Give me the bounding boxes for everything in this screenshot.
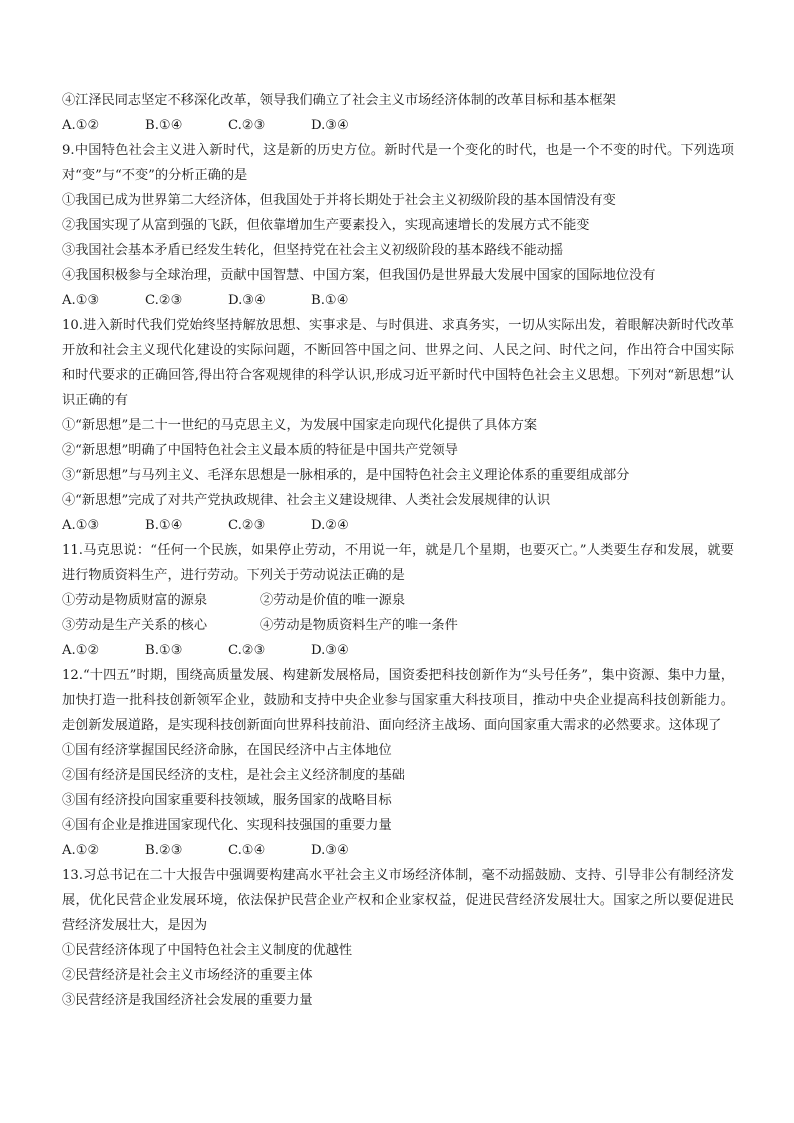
q11-statements-row-1 [62, 588, 734, 613]
q13-statement-2: ②民营经济是社会主义市场经济的重要主体 [62, 968, 313, 983]
q11-options [62, 638, 734, 663]
q9-option-a[interactable]: A.①③ [62, 293, 100, 308]
q10-options [62, 513, 734, 538]
q11-option-c[interactable]: C.②③ [228, 643, 266, 658]
q11-statement-1: ①劳动是物质财富的源泉 [62, 593, 208, 608]
q8-option-c[interactable]: C.②③ [228, 118, 266, 133]
q9-option-b[interactable]: B.①④ [311, 293, 349, 308]
q9-statement-3: ③我国社会基本矛盾已经发生转化，但坚持党在社会主义初级阶段的基本路线不能动摇 [62, 243, 564, 258]
q11-statement-4: ④劳动是物质资料生产的唯一条件 [260, 618, 458, 633]
q11-option-a[interactable]: A.①② [62, 643, 100, 658]
q9-statement-2: ②我国实现了从富到强的飞跃，但依靠增加生产要素投入，实现高速增长的发展方式不能变 [62, 218, 590, 233]
exam-page [62, 88, 734, 1013]
q10-statement-1: ①“新思想”是二十一世纪的马克思主义，为发展中国家走向现代化提供了具体方案 [62, 418, 538, 433]
q12-statement-3: ③国有经济投向国家重要科技领域，服务国家的战略目标 [62, 793, 392, 808]
q8-options [62, 113, 734, 138]
q10-stem: 10.进入新时代我们党始终坚持解放思想、实事求是、与时俱进、求真务实，一切从实际出发，着眼解决新时代改革开放和社会主义现代化建设的实际问题，不断回答中国之问、世界之问、人民之问、时代之问，作出符合中国实际和时代要求的正确回答,得出符合客观规律的科学认识,形成习近平新时代中国特色社会主义思想。下列对“新思想”认识正确的有 [62, 318, 734, 408]
q9-stem: 9.中国特色社会主义进入新时代，这是新的历史方位。新时代是一个变化的时代，也是一个不变的时代。下列选项对“变”与“不变”的分析正确的是 [62, 143, 734, 183]
q11-stem: 11.马克思说：“任何一个民族，如果停止劳动，不用说一年，就是几个星期，也要灭亡。”人类要生存和发展，就要进行物质资料生产，进行劳动。下列关于劳动说法正确的是 [62, 543, 734, 583]
q11-statement-2: ②劳动是价值的唯一源泉 [260, 593, 406, 608]
q12-options [62, 838, 734, 863]
q13-statement-1: ①民营经济体现了中国特色社会主义制度的优越性 [62, 943, 353, 958]
q10-statement-4: ④“新思想”完成了对共产党执政规律、社会主义建设规律、人类社会发展规律的认识 [62, 493, 551, 508]
q10-statement-2: ②“新思想”明确了中国特色社会主义最本质的特征是中国共产党领导 [62, 443, 458, 458]
q12-option-b[interactable]: B.②③ [145, 843, 183, 858]
q8-statement-4: ④江泽民同志坚定不移深化改革，领导我们确立了社会主义市场经济体制的改革目标和基本框架 [62, 93, 616, 108]
q13-statement-3: ③民营经济是我国经济社会发展的重要力量 [62, 993, 313, 1008]
q10-option-a[interactable]: A.①③ [62, 518, 100, 533]
q8-option-b[interactable]: B.①④ [145, 118, 183, 133]
q10-option-c[interactable]: C.②③ [228, 518, 266, 533]
q12-option-a[interactable]: A.①② [62, 843, 100, 858]
q10-option-b[interactable]: B.①④ [145, 518, 183, 533]
q12-stem: 12.“十四五”时期，围绕高质量发展、构建新发展格局，国资委把科技创新作为“头号任务”，集中资源、集中力量，加快打造一批科技创新领军企业，鼓励和支持中央企业参与国家重大科技项目，推动中央企业提高科技创新能力。走创新发展道路，是实现科技创新面向世界科技前沿、面向经济主战场、面向国家重大需求的必然要求。这体现了 [62, 668, 734, 733]
q9-option-d[interactable]: D.③④ [228, 293, 266, 308]
q9-statement-1: ①我国已成为世界第二大经济体，但我国处于并将长期处于社会主义初级阶段的基本国情没有变 [62, 193, 616, 208]
q9-options [62, 288, 734, 313]
q11-statement-3: ③劳动是生产关系的核心 [62, 618, 208, 633]
q9-option-c[interactable]: C.②③ [145, 293, 183, 308]
q10-option-d[interactable]: D.②④ [311, 518, 349, 533]
q12-option-c[interactable]: C.①④ [228, 843, 266, 858]
q10-statement-3: ③“新思想”与马列主义、毛泽东思想是一脉相承的，是中国特色社会主义理论体系的重要组成部分 [62, 468, 630, 483]
q11-option-d[interactable]: D.③④ [311, 643, 349, 658]
q12-statement-4: ④国有企业是推进国家现代化、实现科技强国的重要力量 [62, 818, 392, 833]
q9-statement-4: ④我国积极参与全球治理，贡献中国智慧、中国方案，但我国仍是世界最大发展中国家的国际地位没有 [62, 268, 656, 283]
q12-statement-2: ②国有经济是国民经济的支柱，是社会主义经济制度的基础 [62, 768, 405, 783]
q13-stem: 13.习总书记在二十大报告中强调要构建高水平社会主义市场经济体制，毫不动摇鼓励、支持、引导非公有制经济发展，优化民营企业发展环境，依法保护民营企业产权和企业家权益，促进民营经济发展壮大。国家之所以要促进民营经济发展壮大，是因为 [62, 868, 734, 933]
q11-statements-row-2 [62, 613, 734, 638]
q8-option-d[interactable]: D.③④ [311, 118, 349, 133]
q12-statement-1: ①国有经济掌握国民经济命脉，在国民经济中占主体地位 [62, 743, 392, 758]
q11-option-b[interactable]: B.①③ [145, 643, 183, 658]
q12-option-d[interactable]: D.③④ [311, 843, 349, 858]
q8-option-a[interactable]: A.①② [62, 118, 100, 133]
